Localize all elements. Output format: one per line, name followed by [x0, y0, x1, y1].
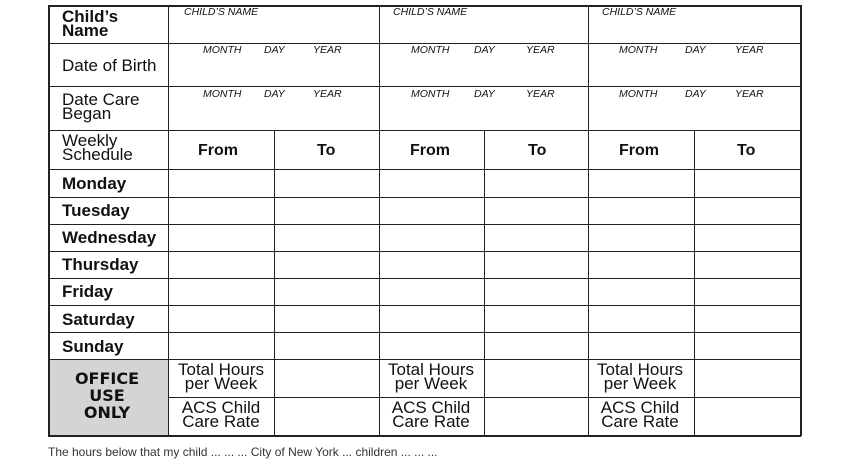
- total-hours-line1: Total Hours: [388, 360, 474, 379]
- childs-name-hint-1: CHILD’S NAME: [184, 6, 259, 18]
- childs-name-label-line1: Child’s: [62, 7, 119, 26]
- row-line: [48, 332, 801, 333]
- total-hours-line1: Total Hours: [178, 360, 264, 379]
- child-2-care-began-field[interactable]: [380, 87, 588, 130]
- total-hours-line1: Total Hours: [597, 360, 683, 379]
- dob-year-hint-3: YEAR: [735, 44, 764, 56]
- care-month-hint-2: MONTH: [411, 88, 450, 100]
- child-3-care-began-field[interactable]: [589, 87, 800, 130]
- date-care-began-line1: Date Care: [62, 90, 140, 109]
- dob-year-hint-1: YEAR: [313, 44, 342, 56]
- dob-month-hint-2: MONTH: [411, 44, 450, 56]
- from-to-sep-3: [694, 130, 695, 436]
- date-care-began-label: [62, 90, 140, 123]
- day-label-sunday: Sunday: [62, 337, 124, 356]
- row-line-office-mid: [168, 397, 801, 398]
- date-care-began-line2: Began: [62, 104, 112, 123]
- childs-name-hint-3: CHILD’S NAME: [602, 6, 677, 18]
- weekly-schedule-label: [62, 131, 133, 164]
- border-left: [48, 5, 50, 436]
- from-header-3: From: [619, 142, 659, 159]
- day-label-monday: Monday: [62, 174, 127, 193]
- day-label-tuesday: Tuesday: [62, 201, 130, 220]
- to-header-1: To: [317, 142, 336, 159]
- row-line: [48, 305, 801, 306]
- from-header-2: From: [410, 142, 450, 159]
- to-header-2: To: [528, 142, 547, 159]
- child-3-name-field[interactable]: [589, 6, 800, 43]
- care-year-hint-3: YEAR: [735, 88, 764, 100]
- footer-text-partial: The hours below that my child ... ... ... City of New York ... children ... ... ...: [48, 445, 438, 459]
- acs-rate-label-2: [386, 398, 476, 431]
- acs-rate-line2: Care Rate: [601, 412, 679, 431]
- care-day-hint-2: DAY: [474, 88, 495, 100]
- total-hours-line2: per Week: [603, 374, 677, 393]
- child-2-dob-field[interactable]: [380, 44, 588, 86]
- from-to-sep-1: [274, 130, 275, 436]
- dob-year-hint-2: YEAR: [526, 44, 555, 56]
- border-right: [800, 5, 802, 436]
- care-month-hint-3: MONTH: [619, 88, 658, 100]
- row-line: [48, 169, 801, 170]
- child-3-dob-field[interactable]: [589, 44, 800, 86]
- row-line: [48, 278, 801, 279]
- acs-rate-line2: Care Rate: [182, 412, 260, 431]
- day-label-friday: Friday: [62, 282, 114, 301]
- office-line2: USE: [89, 386, 125, 405]
- dob-day-hint-1: DAY: [264, 44, 285, 56]
- total-hours-label-1: [176, 360, 266, 393]
- care-day-hint-3: DAY: [685, 88, 706, 100]
- dob-month-hint-1: MONTH: [203, 44, 242, 56]
- from-to-sep-2: [484, 130, 485, 436]
- from-header-1: From: [198, 142, 238, 159]
- child-1-care-began-field[interactable]: [169, 87, 379, 130]
- total-hours-label-2: [386, 360, 476, 393]
- care-month-hint-1: MONTH: [203, 88, 242, 100]
- childs-name-label-line2: Name: [62, 21, 109, 40]
- care-year-hint-2: YEAR: [526, 88, 555, 100]
- office-line1: OFFICE: [74, 369, 140, 388]
- child-1-dob-field[interactable]: [169, 44, 379, 86]
- care-day-hint-1: DAY: [264, 88, 285, 100]
- acs-rate-label-1: [176, 398, 266, 431]
- acs-rate-line1: ACS Child: [600, 398, 680, 417]
- dob-day-hint-3: DAY: [685, 44, 706, 56]
- day-label-wednesday: Wednesday: [62, 228, 157, 247]
- day-label-thursday: Thursday: [62, 255, 139, 274]
- row-line: [48, 197, 801, 198]
- row-line: [48, 251, 801, 252]
- childs-name-label: [62, 7, 119, 40]
- weekly-schedule-line2: Schedule: [62, 145, 133, 164]
- child-2-name-field[interactable]: [380, 6, 588, 43]
- acs-rate-line2: Care Rate: [392, 412, 470, 431]
- date-of-birth-label: Date of Birth: [62, 56, 157, 75]
- child-1-name-field[interactable]: [169, 6, 379, 43]
- to-header-3: To: [737, 142, 756, 159]
- care-year-hint-1: YEAR: [313, 88, 342, 100]
- acs-rate-line1: ACS Child: [181, 398, 261, 417]
- total-hours-label-3: [595, 360, 685, 393]
- weekly-schedule-line1: Weekly: [62, 131, 118, 150]
- row-line: [48, 130, 801, 131]
- total-hours-line2: per Week: [394, 374, 468, 393]
- office-line3: ONLY: [83, 403, 131, 422]
- dob-month-hint-3: MONTH: [619, 44, 658, 56]
- row-line: [48, 224, 801, 225]
- acs-rate-label-3: [595, 398, 685, 431]
- dob-day-hint-2: DAY: [474, 44, 495, 56]
- total-hours-line2: per Week: [184, 374, 258, 393]
- childs-name-hint-2: CHILD’S NAME: [393, 6, 468, 18]
- acs-rate-line1: ACS Child: [391, 398, 471, 417]
- day-label-saturday: Saturday: [62, 310, 135, 329]
- border-bottom: [48, 435, 801, 437]
- office-use-only-label: [62, 370, 152, 421]
